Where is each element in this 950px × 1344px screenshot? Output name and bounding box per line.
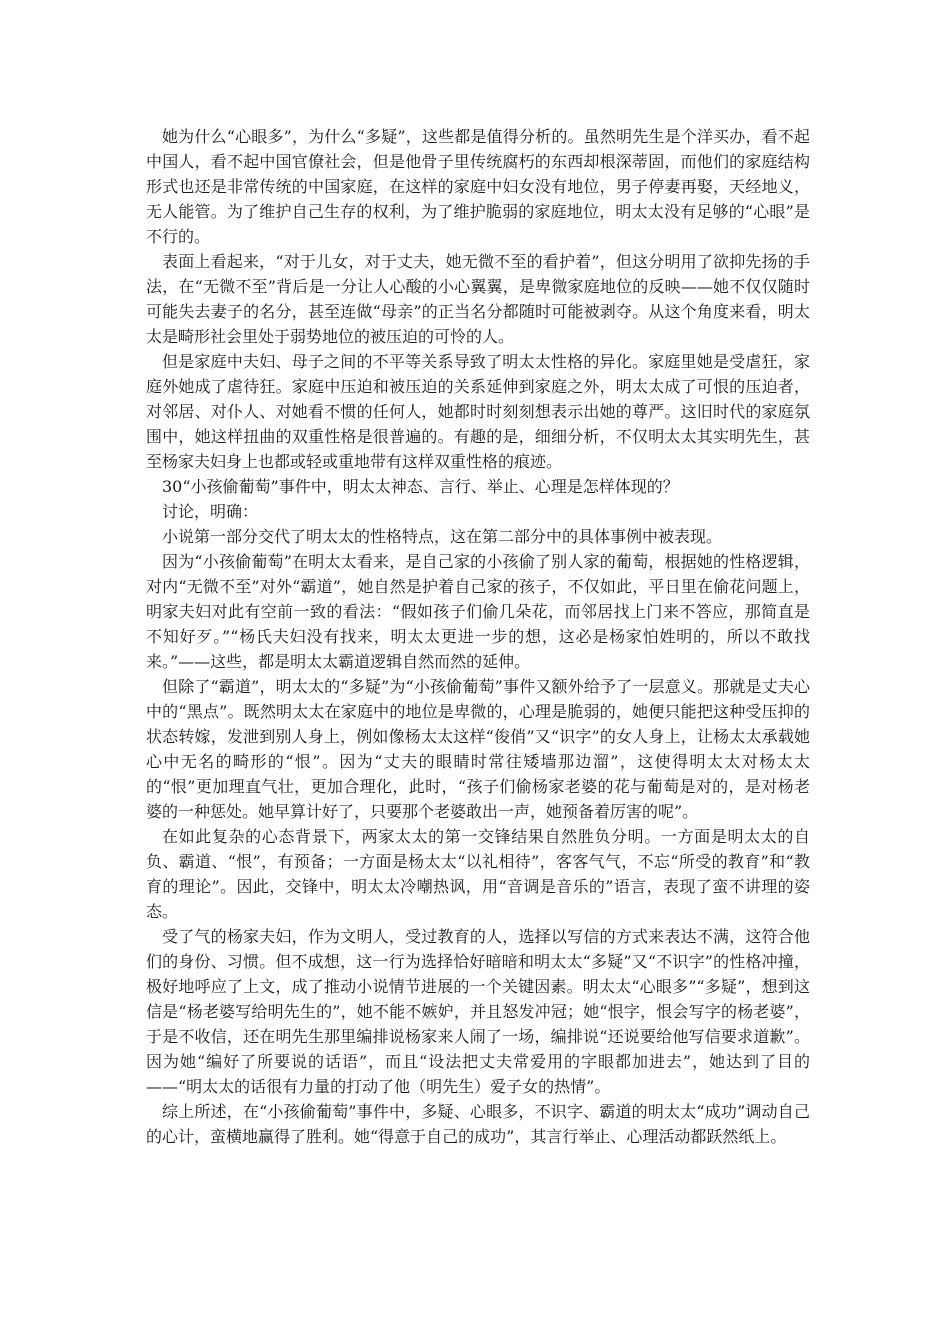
paragraph-11: 综上所述，在“小孩偷葡萄”事件中，多疑、心眼多，不识字、霸道的明太太“成功”调动自己的心计，蛮横地赢得了胜利。她“得意于自己的成功”，其言行举止、心理活动都跃然纸上。: [146, 1102, 810, 1146]
paragraph-10: 受了气的杨家夫妇，作为文明人，受过教育的人，选择以写信的方式来表达不满，这符合他们的身份、习惯。但不成想，这一行为选择恰好暗暗和明太太“多疑”又“不识字”的性格冲撞，极好地呼应了上文，成了推动小说情节进展的一个关键因素。明太太“心眼多”“多疑”，想到这信是“杨老婆写给明先生的”，她不能不嫉妒，并且怒发冲冠；她“恨字，恨会写字的杨老婆”，于是不收信，还在明先生那里编排说杨家来人闹了一场，编排说“还说要给他写信要求道歉”。因为她“编好了所要说的话语”，而且“设法把丈夫常爱用的字眼都加进去”，她达到了目的——“明太太的话很有力量的打动了他（明先生）爱子女的热情”。: [146, 927, 810, 1096]
paragraph-1: 她为什么“心眼多”，为什么“多疑”，这些都是值得分析的。虽然明先生是个洋买办，看不起中国人，看不起中国官僚社会，但是他骨子里传统腐朽的东西却根深蒂固，而他们的家庭结构形式也还是非常传统的中国家庭，在这样的家庭中妇女没有地位，男子停妻再娶，天经地义，无人能管。为了维护自己生存的权利，为了维护脆弱的家庭地位，明太太没有足够的“心眼”是不行的。: [146, 127, 810, 246]
paragraph-8: 但除了“霸道”，明太太的“多疑”为“小孩偷葡萄”事件又额外给予了一层意义。那就是丈夫心中的“黑点”。既然明太太在家庭中的地位是卑微的，心理是脆弱的，她便只能把这种受压抑的状态转嫁，发泄到别人身上，例如像杨太太这样“俊俏”又“识字”的女人身上，让杨太太承载她心中无名的畸形的“恨”。因为“丈夫的眼睛时常往矮墙那边溜”，这使得明太太对杨太太的“恨”更加理直气壮，更加合理化，此时，“孩子们偷杨家老婆的花与葡萄是对的，是对杨老婆的一种惩处。她早算计好了，只要那个老婆敢出一声，她预备着厉害的呢”。: [146, 677, 810, 821]
paragraph-6: 小说第一部分交代了明太太的性格特点，这在第二部分中的具体事例中被表现。: [162, 527, 723, 546]
paragraph-3: 但是家庭中夫妇、母子之间的不平等关系导致了明太太性格的异化。家庭里她是受虐狂，家庭外她成了虐待狂。家庭中压迫和被压迫的关系延伸到家庭之外，明太太成了可恨的压迫者，对邻居、对仆人、对她看不惯的任何人，她都时时刻刻想表示出她的尊严。这旧时代的家庭氛围中，她这样扭曲的双重性格是很普遍的。有趣的是，细细分析，不仅明太太其实明先生，甚至杨家夫妇身上也都或轻或重地带有这样双重性格的痕迹。: [146, 352, 810, 471]
question-30: 30“小孩偷葡萄”事件中，明太太神态、言行、举止、心理是怎样体现的？: [162, 477, 679, 496]
paragraph-9: 在如此复杂的心态背景下，两家太太的第一交锋结果自然胜负分明。一方面是明太太的自负、霸道、“恨”，有预备；一方面是杨太太“以礼相待”，客客气气，不忘“所受的教育”和“教育的理论”。因此，交锋中，明太太冷嘲热讽，用“音调是音乐的”语言，表现了蛮不讲理的姿态。: [146, 827, 810, 921]
document-body: [146, 124, 810, 1149]
paragraph-7: 因为“小孩偷葡萄”在明太太看来，是自己家的小孩偷了别人家的葡萄，根据她的性格逻辑，对内“无微不至”对外“霸道”，她自然是护着自己家的孩子，不仅如此，平日里在偷花问题上，明家夫妇对此有空前一致的看法：“假如孩子们偷几朵花，而邻居找上门来不答应，那简直是不知好歹。”“杨氏夫妇没有找来，明太太更进一步的想，这必是杨家怕姓明的，所以不敢找来。”——这些，都是明太太霸道逻辑自然而然的延伸。: [146, 552, 810, 671]
discussion-label: 讨论，明确：: [162, 502, 259, 521]
paragraph-2: 表面上看起来，“对于儿女，对于丈夫，她无微不至的看护着”，但这分明用了欲抑先扬的手法，在“无微不至”背后是一分让人心酸的小心翼翼，是卑微家庭地位的反映——她不仅仅随时可能失去妻子的名分，甚至连做“母亲”的正当名分都随时可能被剥夺。从这个角度来看，明太太是畸形社会里处于弱势地位的被压迫的可怜的人。: [146, 252, 810, 346]
